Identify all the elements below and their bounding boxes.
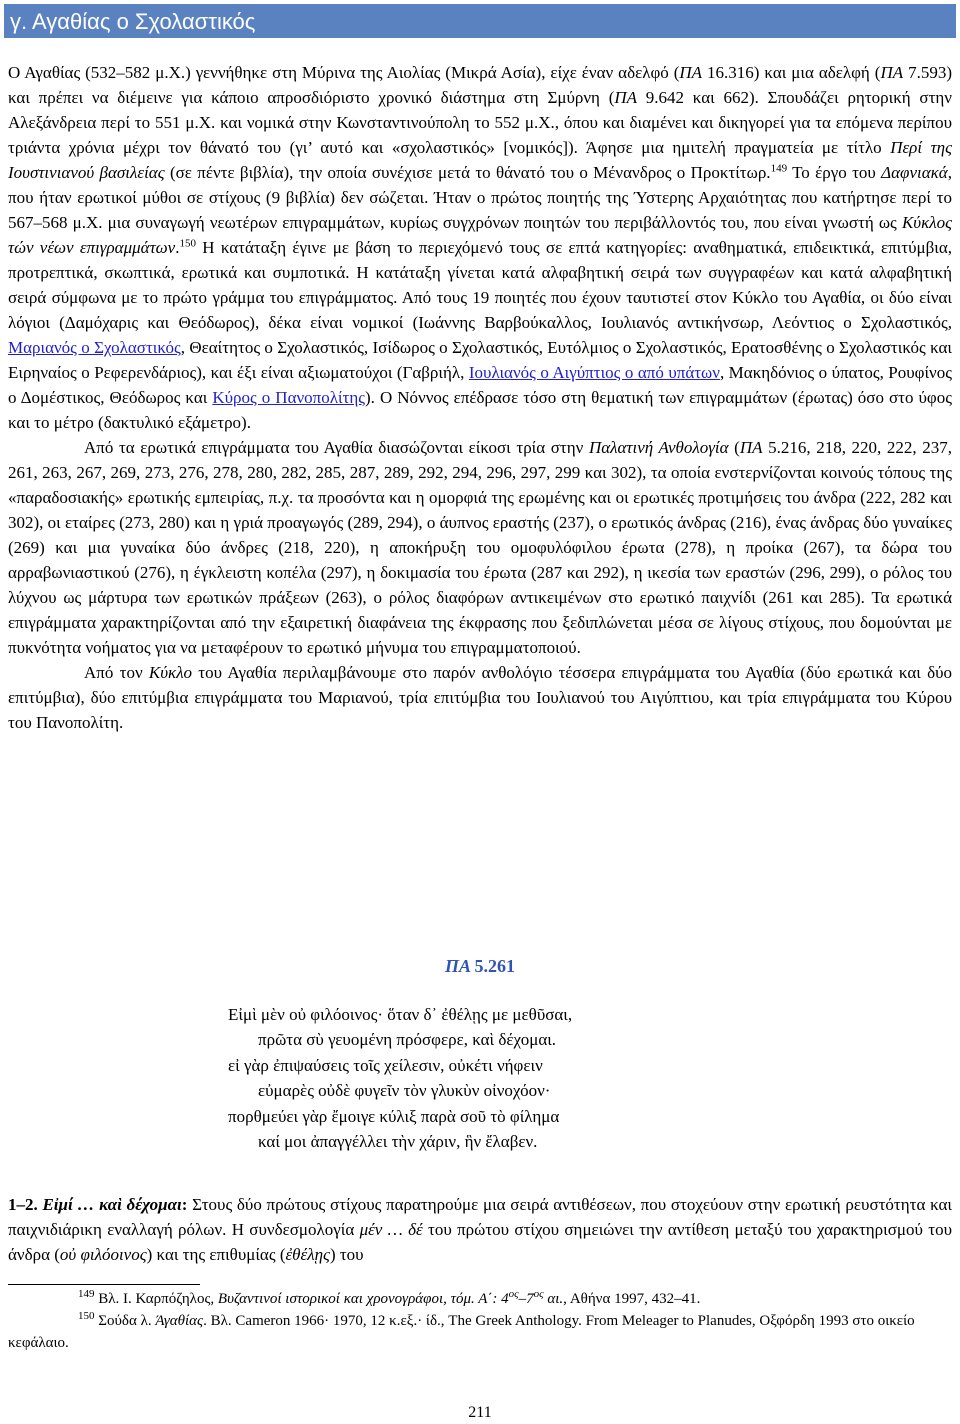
bio-paragraph [8, 60, 952, 435]
poem-title-pa: ΠΑ [444, 956, 470, 976]
footnote-work-title: Βυζαντινοί ιστορικοί και χρονογράφοι, τόμ. Α΄: 4 [217, 1291, 509, 1307]
poem-title [0, 956, 960, 977]
work-title: Παλατινή Ανθολογία [588, 438, 729, 457]
section-title: γ. Αγαθίας ο Σχολαστικός [10, 9, 256, 34]
poem-line-4: εὐμαρὲς οὐδὲ φυγεῖν τὸν γλυκὺν οἰνοχόον· [258, 1081, 551, 1101]
work-title: Δαφνιακά [881, 163, 948, 182]
text-run: ) του [329, 1245, 364, 1264]
footnote-149 [8, 1288, 952, 1310]
text-run: ). Ο Νόννος επέδρασε τόσο στη θεματική των επιγραμμάτων (έρωτας) όσο στο ύφος και το μέτρο (δακτυλικό εξάμετρο). [8, 388, 952, 432]
footnotes [8, 1288, 952, 1354]
pa-abbrev: ΠΑ [679, 63, 703, 82]
text-run: του Αγαθία περιλαμβάνουμε στο παρόν ανθολόγιο τέσσερα επιγράμματα του Αγαθία (δύο ερωτικά και δύο επιτύμβια), δύο επιτύμβια επιγράμματα του Μαριανού, τρία επιτύμβια του Ιουλιανού του Αιγύπτιου, και τρία επιγράμματα του Κύρου του Πανοπολίτη. [8, 663, 952, 732]
text-run: Από τον [84, 663, 149, 682]
link-kyros[interactable]: Κύρος ο Πανοπολίτης [212, 388, 366, 407]
text-run: , Μακηδόνιος ο ύπατος, Ρουφίνος ο Δομέστικος, Θεόδωρος και [8, 363, 952, 407]
text-run: , Αθήνα 1997, 432–41. [563, 1291, 701, 1307]
footnote-separator [8, 1284, 200, 1285]
poem-line-3: εἰ γὰρ ἐπιψαύσεις τοῖς χείλεσιν, οὐκέτι νήφειν [228, 1055, 543, 1075]
text-run: 9.642 και 662). Σπουδάζει ρητορική στην Αλεξάνδρεια περί το 551 μ.Χ. και νομικά στην Κωνσταντινούπολη το 552 μ.Χ., όπου και διαμένει και δικηγορεί για τα επόμενα περίπου τριάντα χρόνια μέχρι τον θάνατό του (γι’ αυτό και «σχολαστικός» [νομικός]). Άφησε μια ημιτελή πραγματεία με τίτλο [8, 88, 952, 157]
text-run: Το έργο του [787, 163, 882, 182]
poem-line-5: πορθμεύει γὰρ ἔμοιγε κύλιξ παρὰ σοῦ τὸ φίλημα [228, 1106, 560, 1126]
footnote-number: 149 [78, 1288, 95, 1300]
poem-line-1: Εἰμὶ μὲν οὐ φιλόοινος· ὅταν δ᾽ ἐθέλῃς με μεθῦσαι, [228, 1005, 573, 1024]
footnote-work-title: Άγαθίας [155, 1313, 204, 1329]
pa-abbrev: ΠΑ [739, 438, 763, 457]
greek-term: ἐθέλῃς [285, 1245, 330, 1264]
commentary-paragraph [8, 1192, 952, 1267]
text-run: . [175, 238, 180, 257]
text-run: Η κατάταξη έγινε με βάση το περιεχόμενό τους σε επτά κατηγορίες: αναθηματικά, επιδεικτικά, επιτύμβια, προτρεπτικά, σκωπτικά, ερωτικά και συμποτικά. Η κατάταξη γίνεται κατά αλφαβητική σειρά των συγγραφέων και κατά αλφαβητική σειρά σύμφωνα με το πρώτο γράμμα του επιγράμματος. Από τους 19 ποιητές που έχουν ταυτιστεί στον Κύκλο του Αγαθία, οι δύο είναι λόγιοι (Δαμόχαρις και Θεόδωρος), δέκα είναι νομικοί (Ιωάννης Βαρβούκαλλος, Ιουλιανός αντικήνσωρ, Λεόντιος ο Σχολαστικός, [8, 238, 952, 332]
commentary-ref: 1–2. [8, 1195, 43, 1214]
commentary-colon: : [181, 1195, 188, 1214]
link-ioulianos[interactable]: Ιουλιανός ο Αιγύπτιος ο από υπάτων [468, 363, 720, 382]
footnote-ref-149[interactable]: 149 [770, 162, 788, 175]
text-run: ) και της επιθυμίας ( [146, 1245, 286, 1264]
text-run: 7.593) και πρέπει να διέμεινε για κάποιο απροσδιόριστο χρονικό διάστημα στη Σμύρνη ( [8, 63, 952, 107]
text-run: Σούδα λ. [94, 1313, 156, 1329]
text-run: Στους δύο πρώτους στίχους παρατηρούμε μια σειρά αντιθέσεων, που στοχεύουν στην ερωτική ρευστότητα και παιχνιδιάρικη εναλλαγή ρόλων. Η συνδεσμολογία [8, 1195, 952, 1239]
anthology-paragraph [8, 660, 952, 735]
poem-line-2: πρῶτα σὺ γευομένη πρόσφερε, καὶ δέχομαι. [258, 1030, 557, 1050]
text-run: , Θεαίτητος ο Σχολαστικός, Ισίδωρος ο Σχολαστικός, Ευτόλμιος ο Σχολαστικός, Ερατοσθένης ο Σχολαστικός και Ειρηναίος ο Ρεφερενδάριος), και έξι είναι αξιωματούχοι (Γαβριήλ, [8, 338, 952, 382]
text-run: –7 [518, 1291, 534, 1307]
pa-abbrev: ΠΑ [880, 63, 904, 82]
greek-term: οὐ φιλόοινος [59, 1245, 147, 1264]
erotic-paragraph [8, 435, 952, 660]
text-run: του πρώτου στίχου σημειώνει την αντίθεση μεταξύ του χαρακτηρισμού του άνδρα ( [8, 1220, 952, 1264]
text-run: 16.316) και μια αδελφή ( [702, 63, 881, 82]
link-marianos[interactable]: Μαριανός ο Σχολαστικός [8, 338, 181, 357]
commentary [8, 1192, 952, 1267]
poem [0, 1002, 960, 1154]
poem-line-6: καί μοι ἀπαγγέλλει τὴν χάριν, ἣν ἔλαβεν. [258, 1132, 538, 1152]
text-run: (σε πέντε βιβλία), την οποία συνέχισε μετά το θάνατό του ο Μένανδρος ο Προκτίτωρ. [164, 163, 771, 182]
pa-abbrev: ΠΑ [614, 88, 638, 107]
work-title: Περί της Ιουστινιανού βασιλείας [8, 138, 952, 182]
footnote-150 [8, 1310, 952, 1354]
ordinal-suffix: ος [533, 1288, 544, 1300]
text-run: ( [728, 438, 740, 457]
commentary-lemma: Εἰμί … καὶ δέχομαι [42, 1195, 182, 1214]
text-run: , που ήταν ερωτικοί μύθοι σε στίχους (9 βιβλία) δεν σώζεται. Ήταν ο πρώτος ποιητής της Ύστερης Αρχαιότητας που κατήρτησε περί το 567–568 μ.Χ. μια συναγωγή νεωτέρων επιγραμμάτων, κυρίως συγχρόνων ποιητών του περιβάλλοντός του, που είναι γνωστή ως [8, 163, 952, 232]
section-header-bar [4, 4, 956, 38]
footnote-ref-150[interactable]: 150 [179, 237, 196, 250]
ordinal-suffix: ος [508, 1288, 519, 1300]
poem-title-number: 5.261 [474, 956, 515, 976]
text-run: Βλ. Ι. Καρπόζηλος, [94, 1291, 218, 1307]
greek-term: μέν … δέ [359, 1220, 423, 1239]
text-run: . Βλ. Cameron 1966· 1970, 12 κ.εξ.· ίδ., The Greek Anthology. From Meleager to Planudes, Οξφόρδη 1993 στο οικείο κεφάλαιο. [8, 1313, 915, 1351]
text-run: 5.216, 218, 220, 222, 237, 261, 263, 267, 269, 273, 276, 278, 280, 282, 285, 287, 289, 292, 294, 296, 297, 299 και 302), τα οποία ενστερνίζονται κοινούς τόπους της «παραδοσιακής» ερωτικής εμπειρίας, π.χ. τα προσόντα και η ομορφιά της ερωμένης και οι ερωτικές προτιμήσεις του άνδρα (222, 282 και 302), οι εταίρες (273, 280) και η γριά προαγωγός (289, 294), ο άυπνος εραστής (237), ο ερωτικός άνδρας (216), ένας άνδρας δύο γυναίκες (269) και μια γυναίκα δύο άνδρες (218, 220), η αποκήρυξη του ομοφυλόφιλου έρωτα (278), η προίκα (267), τα δώρα του αρραβωνιαστικού (276), η έγκλειστη κοπέλα (297), η δοκιμασία του έρωτα (287 και 292), η ικεσία των εραστών (296, 299), ο ρόλος του λύχνου ως μάρτυρα των ερωτικών πράξεων (263), ο ρόλος διαφόρων αντικειμένων στο ερωτικό παιχνίδι (261 και 285). Τα ερωτικά επιγράμματα χαρακτηρίζονται από την εξαιρετική διαφάνεια της έκφρασης που ξεδιπλώνεται μέσα σε λίγους στίχους, που δομούνται με πυκνότητα νοήματος για να μεταφέρουν το ερωτικό μήνυμα του επιγραμματοποιού. [8, 438, 952, 657]
work-title: Κύκλος τών νέων επιγραμμάτων [8, 213, 952, 257]
work-title: Κύκλο [148, 663, 193, 682]
text-run: Από τα ερωτικά επιγράμματα του Αγαθία διασώζονται είκοσι τρία στην [84, 438, 589, 457]
text-run: Ο Αγαθίας (532–582 μ.Χ.) γεννήθηκε στη Μύρινα της Αιολίας (Μικρά Ασία), είχε έναν αδελφό ( [8, 63, 680, 82]
text-run: αι. [543, 1291, 564, 1307]
main-text [8, 60, 952, 735]
footnote-number: 150 [78, 1310, 95, 1322]
page-number: 211 [468, 1404, 492, 1421]
